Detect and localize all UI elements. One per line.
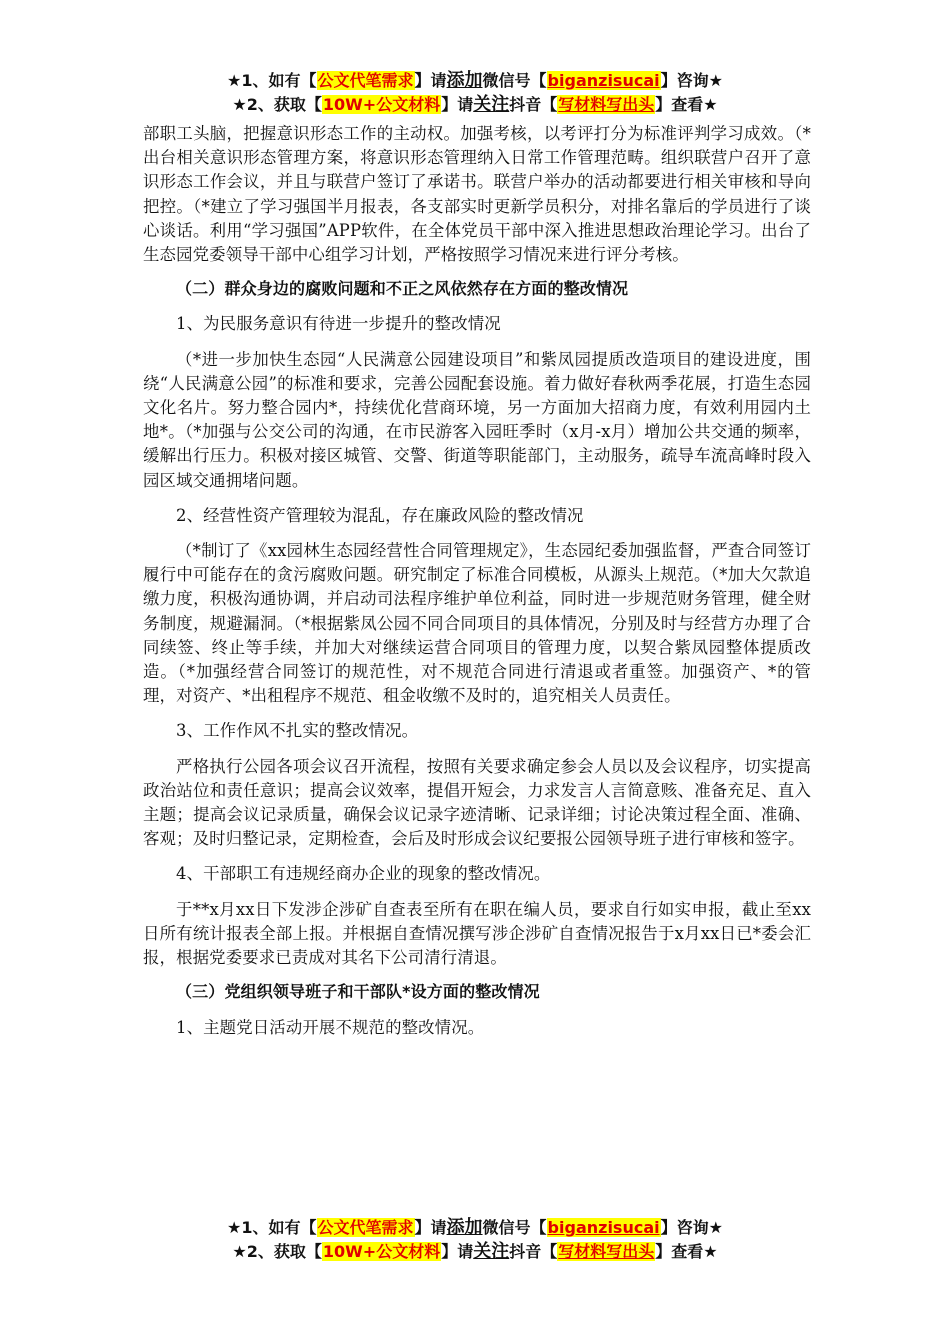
- material-highlight: 10W+公文材料: [322, 95, 441, 114]
- banner-line-1: [0, 1216, 950, 1240]
- material-highlight: 10W+公文材料: [322, 1242, 441, 1261]
- banner-text: 】咨询★: [660, 71, 723, 90]
- paragraph: （*制订了《xx园林生态园经营性合同管理规定》，生态园纪委加强监督，严查合同签订履行中可能存在的贪污腐败问题。研究制定了标准合同模板，从源头上规范。（*加大欠款追缴力度，积极沟通协调，并启动司法程序维护单位利益，同时进一步规范财务管理，健全财务制度，规避漏洞。（*根据紫凤公园不同合同项目的具体情况，分别及时与经营方办理了合同续签、终止等手续，并加大对继续运营合同项目的管理力度，以契合紫凤园整体提质改造。（*加强经营合同签订的规范性，对不规范合同进行清退或者重签。加强资产、*的管理，对资产、*出租程序不规范、租金收缴不及时的，追究相关人员责任。: [143, 541, 811, 706]
- footer-banner: [0, 1216, 950, 1264]
- service-highlight: 公文代笔需求: [317, 1218, 414, 1237]
- subsection-title: 3、工作作风不扎实的整改情况。: [176, 721, 419, 741]
- banner-line-1: [0, 69, 950, 93]
- banner-text: 】请: [441, 1242, 474, 1261]
- paragraph: 部职工头脑，把握意识形态工作的主动权。加强考核，以考评打分为标准评判学习成效。（*出台相关意识形态管理方案，将意识形态管理纳入日常工作管理范畴。组织联营户召开了意识形态工作会议，并且与联营户签订了承诺书。联营户举办的活动都要进行相关审核和导向把控。（*建立了学习强国半月报表，各支部实时更新学员积分，对排名靠后的学员进行了谈心谈话。利用“学习强国”APP软件，在全体党员干部中深入推进思想政治理论学习。出台了生态园党委领导干部中心组学习计划，严格按照学习情况来进行评分考核。: [143, 124, 811, 265]
- douyin-highlight: 写材料写出头: [558, 1242, 655, 1261]
- section-heading: （三）党组织领导班子和干部队*设方面的整改情况: [176, 982, 540, 1002]
- service-highlight: 公文代笔需求: [317, 71, 414, 90]
- banner-text: ★1、如有【: [227, 71, 317, 90]
- douyin-highlight: 写材料写出头: [558, 95, 655, 114]
- header-banner: [0, 69, 950, 117]
- banner-text: 微信号【: [482, 1218, 547, 1237]
- banner-text: 】请: [414, 71, 447, 90]
- section-heading: （二）群众身边的腐败问题和不正之风依然存在方面的整改情况: [176, 279, 629, 299]
- banner-text: 】查看★: [655, 95, 718, 114]
- banner-line-2: [0, 93, 950, 117]
- wechat-id-highlight: biganzisucai: [547, 71, 660, 90]
- banner-verb: 关注: [473, 1241, 510, 1262]
- banner-line-2: [0, 1240, 950, 1264]
- banner-text: 】咨询★: [660, 1218, 723, 1237]
- paragraph: 严格执行公园各项会议召开流程，按照有关要求确定参会人员以及会议程序，切实提高政治站位和责任意识；提高会议效率，提倡开短会，力求发言人言简意赅、准备充足、直入主题；提高会议记录质量，确保会议记录字迹清晰、记录详细；讨论决策过程全面、准确、客观；及时归整记录，定期检查，会后及时形成会议纪要报公园领导班子进行审核和签字。: [143, 756, 811, 849]
- subsection-title: 1、主题党日活动开展不规范的整改情况。: [176, 1017, 485, 1037]
- banner-text: ★2、获取【: [232, 1242, 322, 1261]
- paragraph: 于**x月xx日下发涉企涉矿自查表至所有在职在编人员，要求自行如实申报，截止至xx日所有统计报表全部上报。并根据自查情况撰写涉企涉矿自查情况报告于x月xx日已*委会汇报，根据党委要求已责成对其名下公司清行清退。: [143, 899, 811, 968]
- banner-text: 】请: [414, 1218, 447, 1237]
- wechat-id-highlight: biganzisucai: [547, 1218, 660, 1237]
- banner-verb: 添加: [446, 70, 483, 91]
- subsection-title: 2、经营性资产管理较为混乱，存在廉政风险的整改情况: [176, 505, 584, 525]
- banner-text: ★2、获取【: [232, 95, 322, 114]
- paragraph: （*进一步加快生态园“人民满意公园建设项目”和紫凤园提质改造项目的建设进度，围绕“人民满意公园”的标准和要求，完善公园配套设施。着力做好春秋两季花展，打造生态园文化名片。努力整合园内*，持续优化营商环境，另一方面加大招商力度，有效利用园内土地*。（*加强与公交公司的沟通，在市民游客入园旺季时（x月-x月）增加公共交通的频率，缓解出行压力。积极对接区城管、交警、街道等职能部门，主动服务，疏导车流高峰时段入园区域交通拥堵问题。: [143, 349, 811, 490]
- banner-text: 微信号【: [482, 71, 547, 90]
- banner-text: 抖音【: [509, 1242, 558, 1261]
- banner-text: 】查看★: [655, 1242, 718, 1261]
- subsection-title: 1、为民服务意识有待进一步提升的整改情况: [176, 314, 501, 334]
- banner-text: 】请: [441, 95, 474, 114]
- banner-verb: 关注: [473, 94, 510, 115]
- banner-text: 抖音【: [509, 95, 558, 114]
- document-body: [143, 122, 811, 1040]
- subsection-title: 4、干部职工有违规经商办企业的现象的整改情况。: [176, 864, 551, 884]
- banner-verb: 添加: [446, 1217, 483, 1238]
- banner-text: ★1、如有【: [227, 1218, 317, 1237]
